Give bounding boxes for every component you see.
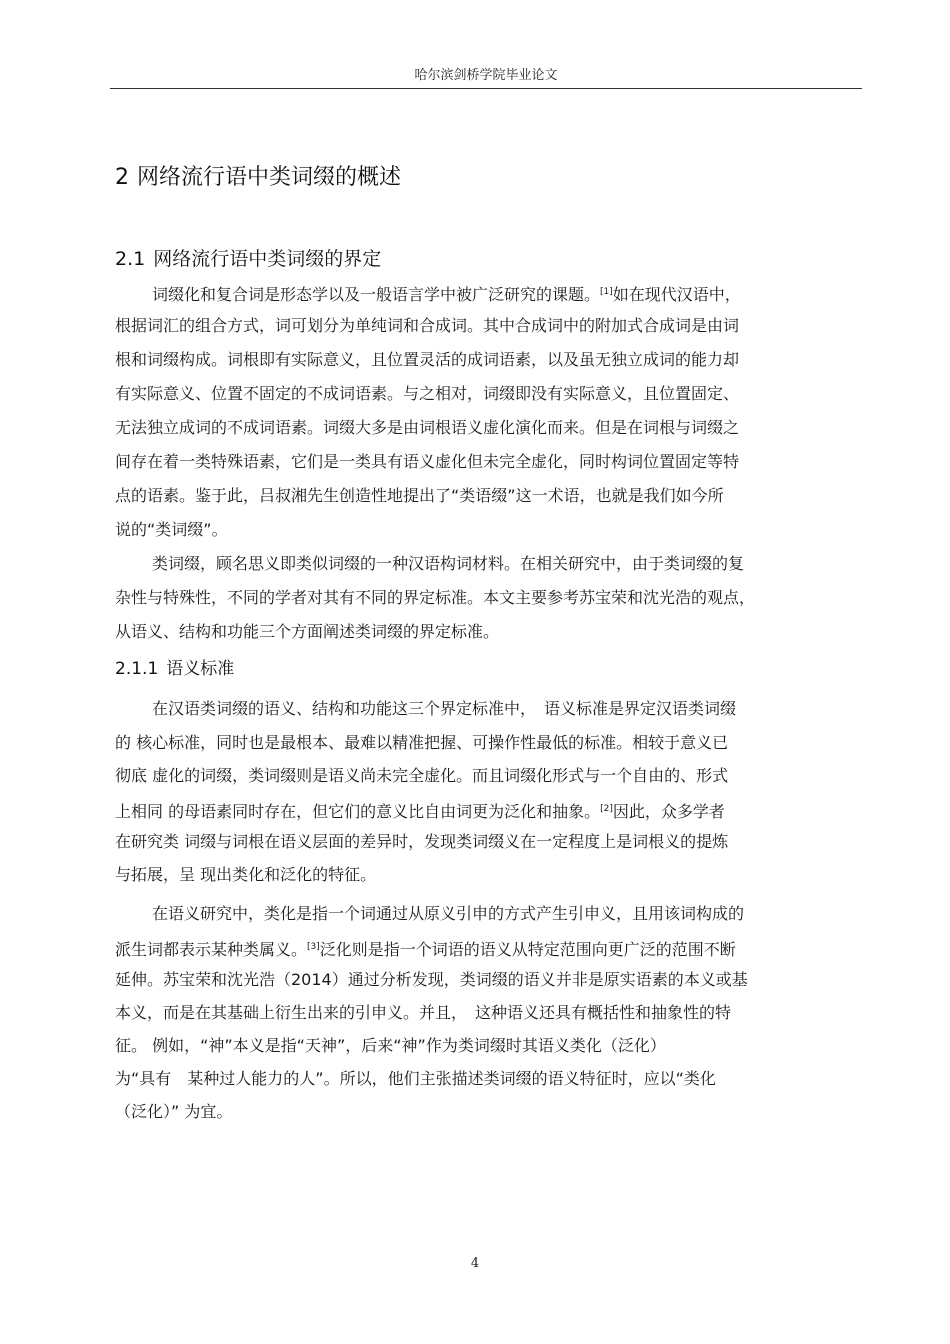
text-span: 派生词都表示某种类属义。 [115,940,308,959]
text-line: 本义，而是在其基础上衍生出来的引申义。并且， 这种语义还具有概括性和抽象性的特 [115,1003,732,1022]
text-line: 为“具有 某种过人能力的人”。所以，他们主张描述类词缀的语义特征时，应以“类化 [115,1069,716,1088]
text-span: 泛化则是指一个词语的语义从特定范围向更广泛的范围不断 [319,940,736,959]
citation-ref: [1] [600,287,613,297]
chapter-number: 2 [115,165,129,190]
header-title: 哈尔滨剑桥学院毕业论文 [414,68,558,83]
text-line [115,799,725,822]
text-line: 从语义、结构和功能三个方面阐述类词缀的界定标准。 [115,622,500,641]
page-number: 4 [470,1256,480,1271]
subsection-title: 语义标准 [166,659,235,679]
text-span: 词缀化和复合词是形态学以及一般语言学中被广泛研究的课题。 [152,285,601,304]
citation-ref: [3] [307,942,320,952]
text-line: 根和词缀构成。词根即有实际意义，且位置灵活的成词语素，以及虽无独立成词的能力却 [115,350,740,369]
chapter-heading [115,160,401,191]
text-line [115,937,736,960]
text-line: 根据词汇的组合方式，词可划分为单纯词和合成词。其中合成词中的附加式合成词是由词 [115,316,740,335]
section-heading [115,244,381,271]
subsection-heading [115,654,234,679]
text-line: 类词缀，顾名思义即类似词缀的一种汉语构词材料。在相关研究中，由于类词缀的复 [152,554,745,573]
text-span: 因此，众多学者 [612,802,725,821]
text-line: 说的“类词缀”。 [115,520,228,539]
text-line: 征。 例如，“神”本义是指“天神”，后来“神”作为类词缀时其语义类化（泛化） [115,1036,666,1055]
text-line: 的 核心标准，同时也是最根本、最难以精准把握、可操作性最低的标准。相较于意义已 [115,733,729,752]
subsection-number: 2.1.1 [115,659,159,679]
header-divider [110,88,862,89]
text-line: 在研究类 词缀与词根在语义层面的差异时，发现类词缀义在一定程度上是词根义的提炼 [115,832,729,851]
text-line: （泛化）” 为宜。 [115,1102,233,1121]
text-line: 无法独立成词的不成词语素。词缀大多是由词根语义虚化演化而来。但是在词根与词缀之 [115,418,740,437]
text-line: 在汉语类词缀的语义、结构和功能这三个界定标准中， 语义标准是界定汉语类词缀 [152,699,737,718]
text-line: 彻底 虚化的词缀，类词缀则是语义尚未完全虚化。而且词缀化形式与一个自由的、形式 [115,766,729,785]
text-line [152,282,741,305]
text-line: 有实际意义、位置不固定的不成词语素。与之相对，词缀即没有实际意义，且位置固定、 [115,384,740,403]
text-line: 延伸。苏宝荣和沈光浩（2014）通过分析发现，类词缀的语义并非是原实语素的本义或基 [115,970,748,989]
text-line: 杂性与特殊性，不同的学者对其有不同的界定标准。本文主要参考苏宝荣和沈光浩的观点， [115,588,756,607]
text-line: 点的语素。鉴于此，吕叔湘先生创造性地提出了“类语缀”这一术语，也就是我们如今所 [115,486,724,505]
section-number: 2.1 [115,248,146,270]
text-line: 在语义研究中，类化是指一个词通过从原义引申的方式产生引申义，且用该词构成的 [152,904,745,923]
section-title: 网络流行语中类词缀的界定 [153,248,382,270]
text-span: 如在现代汉语中， [612,285,741,304]
text-line: 与拓展，呈 现出类化和泛化的特征。 [115,865,377,884]
citation-ref: [2] [600,804,613,814]
chapter-title: 网络流行语中类词缀的概述 [137,165,402,190]
text-line: 间存在着一类特殊语素，它们是一类具有语义虚化但未完全虚化，同时构词位置固定等特 [115,452,740,471]
text-span: 上相同 的母语素同时存在，但它们的意义比自由词更为泛化和抽象。 [115,802,601,821]
